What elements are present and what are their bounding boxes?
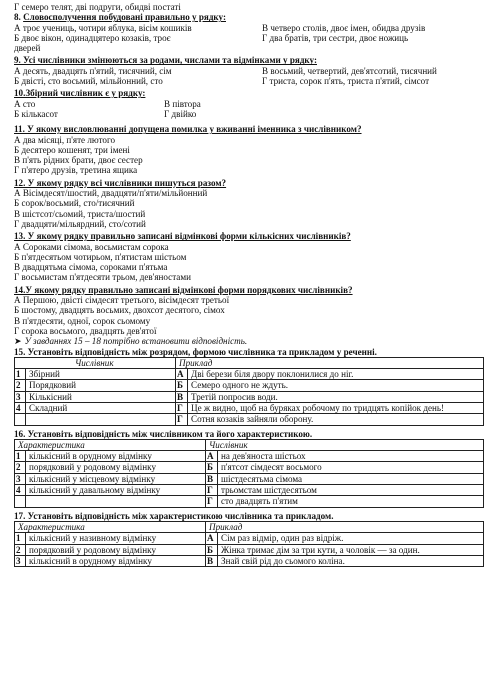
numeral-cell: шістдесятьма сімома — [218, 473, 484, 484]
q15-table — [14, 357, 484, 426]
row-letter: Г — [206, 496, 218, 507]
row-letter: А — [176, 369, 188, 380]
q10-options — [14, 99, 484, 120]
example-cell: Семеро одного не ждуть. — [188, 380, 484, 391]
characteristic-cell: кількісний у давальному відмінку — [26, 485, 206, 496]
example-cell: Знай свій рід до сьомого коліна. — [218, 555, 484, 566]
row-letter: В — [176, 391, 188, 402]
q8-option-g: Г два братів, три сестри, двоє ножиць — [262, 32, 409, 43]
q8-options — [14, 23, 484, 54]
table-row — [15, 414, 484, 425]
row-letter: А — [206, 533, 218, 544]
characteristic-cell: кількісний в орудному відмінку — [26, 451, 206, 462]
row-letter: В — [206, 555, 218, 566]
row-number — [15, 496, 26, 507]
table-row — [15, 391, 484, 402]
q10-option-g: Г двійко — [164, 108, 197, 119]
characteristic-cell: кількісний в орудному відмінку — [26, 555, 206, 566]
row-letter: Б — [206, 462, 218, 473]
row-letter: А — [206, 451, 218, 462]
q16-header-right: Числівник — [206, 439, 484, 450]
q8-number: 8. — [14, 12, 21, 23]
characteristic-cell — [26, 496, 206, 507]
q14-option-v: В п'ятдесяти, одної, сорок сьомому — [14, 315, 151, 326]
q14-option-b: Б шостому, двадцять восьмих, двохсот десятого, сімох — [14, 305, 225, 316]
row-number — [15, 414, 26, 425]
q17-heading: 17. Установіть відповідність між характеристикою числівника та прикладом. — [14, 510, 334, 521]
row-number: 4 — [15, 485, 26, 496]
row-number: 2 — [15, 544, 26, 555]
q9-option-v: В восьмий, четвертий, дев'ятсотий, тисячний — [262, 65, 437, 76]
q14-option-a: А Першою, двісті сімдесят третього, вісімдесят третьої — [14, 295, 230, 306]
q15-heading: 15. Установіть відповідність між розрядом, формою числівника та прикладом у реченні. — [14, 346, 377, 357]
q12-option-a: А Вісімдесят/шостий, двадцяти/п'яти/мільйонний — [14, 188, 208, 199]
row-number: 1 — [15, 451, 26, 462]
q15-header-left: Числівник — [15, 357, 176, 368]
table-row — [15, 533, 484, 544]
table-row — [15, 369, 484, 380]
q15-header-row — [15, 357, 484, 368]
q15-header-right: Приклад — [176, 357, 484, 368]
row-letter: Б — [206, 544, 218, 555]
example-cell: Третій попросив води. — [188, 391, 484, 402]
q9-option-g: Г триста, сорок п'ять, триста п'ятий, сімсот — [262, 76, 430, 87]
q11-option-g: Г п'ятеро друзів, третина ящика — [14, 165, 138, 176]
row-number: 1 — [15, 533, 26, 544]
row-letter: В — [206, 473, 218, 484]
q11-option-b: Б десятеро кошенят, три імені — [14, 144, 130, 155]
category-cell: Збірний — [26, 369, 176, 380]
q10-option-v: В півтора — [164, 98, 201, 109]
q14-option-g: Г сорока восьмого, двадцять дев'ятої — [14, 325, 157, 336]
row-number: 1 — [15, 369, 26, 380]
table-row — [15, 555, 484, 566]
table-row — [15, 485, 484, 496]
q10-option-b: Б кількасот — [14, 108, 58, 119]
table-row — [15, 451, 484, 462]
q13-option-a: А Сороками сімома, восьмистам сорока — [14, 241, 169, 252]
q16-header-row — [15, 439, 484, 450]
q11-option-v: В п'ять рідних брати, двоє сестер — [14, 155, 143, 166]
q12-option-v: В шістсот/сьомий, триста/шостий — [14, 208, 146, 219]
characteristic-cell: порядковий у родовому відмінку — [26, 544, 206, 555]
q13-option-v: В двадцятьма сімома, сороками п'ятьма — [14, 262, 168, 273]
q16-heading: 16. Установіть відповідність між числівником та його характеристикою. — [14, 428, 313, 439]
example-cell: Це ж видно, щоб на буряках робочому по тридцять копійок день! — [188, 402, 484, 413]
numeral-cell: трьомстам шістдесятьом — [218, 485, 484, 496]
q9-option-a: А десять, двадцять п'ятий, тисячний, сім — [14, 65, 172, 76]
q17-header-right: Приклад — [206, 521, 484, 532]
q12-option-b: Б сорок/восьмий, сто/тисячний — [14, 198, 135, 209]
instruction-note-text: У завданнях 15 – 18 потрібно встановити відповідність. — [24, 336, 248, 347]
table-row — [15, 402, 484, 413]
category-cell — [26, 414, 176, 425]
category-cell: Складний — [26, 402, 176, 413]
arrow-bullet-icon: ➤ — [14, 336, 22, 347]
example-cell: Сім раз відмір, один раз відріж. — [218, 533, 484, 544]
row-number: 2 — [15, 380, 26, 391]
q11-option-a: А два місяці, п'яте лютого — [14, 134, 116, 145]
table-row — [15, 473, 484, 484]
q7-option-g: Г семеро телят, дві подруги, обидві постаті — [14, 2, 181, 12]
example-cell: Дві берези біля двору поклонилися до ніг. — [188, 369, 484, 380]
q12-option-g: Г двадцяти/мільярдний, сто/сотий — [14, 218, 146, 229]
q8-text: Словосполучення побудовані правильно у рядку: — [23, 12, 226, 23]
q16-table — [14, 439, 484, 508]
example-cell: Жінка тримає дім за три кути, а чоловік — за один. — [218, 544, 484, 555]
row-number: 2 — [15, 462, 26, 473]
row-number: 4 — [15, 402, 26, 413]
characteristic-cell: кількісний у місцевому відмінку — [26, 473, 206, 484]
q17-table — [14, 521, 484, 567]
q8-option-a: А троє учениць, чотири яблука, вісім кошиків — [14, 22, 192, 33]
q8-option-b: Б двоє вікон, одинадцятеро козаків, троє — [14, 32, 171, 43]
row-number: 3 — [15, 391, 26, 402]
q16-header-left: Характеристика — [15, 439, 206, 450]
row-letter: Г — [176, 414, 188, 425]
table-row — [15, 462, 484, 473]
q17-header-row — [15, 521, 484, 532]
q17-header-left: Характеристика — [15, 521, 206, 532]
q8-heading — [14, 12, 484, 22]
q10-heading: 10.Збірний числівник є у рядку: — [14, 88, 146, 99]
q8-option-v: В четверо столів, двоє імен, обидва друзів — [262, 22, 426, 33]
q10-option-a: А сто — [14, 98, 36, 109]
table-row — [15, 544, 484, 555]
characteristic-cell: порядковий у родовому відмінку — [26, 462, 206, 473]
row-number: 3 — [15, 555, 26, 566]
q11-heading: 11. У якому висловлюванні допущена помилка у вживанні іменника з числівником? — [14, 124, 362, 135]
row-number: 3 — [15, 473, 26, 484]
table-row — [15, 380, 484, 391]
q9-heading: 9. Усі числівники змінюються за родами, числами та відмінками у рядку: — [14, 55, 317, 66]
q14-heading: 14.У якому рядку правильно записані відмінкові форми порядкових числівників? — [14, 284, 353, 295]
numeral-cell: п'ятсот сімдесят восьмого — [218, 462, 484, 473]
numeral-cell: сто двадцять п'ятим — [218, 496, 484, 507]
numeral-cell: на дев'яноста шістьох — [218, 451, 484, 462]
row-letter: Г — [176, 402, 188, 413]
row-letter: Б — [176, 380, 188, 391]
q13-option-b: Б п'ятдесятьом чотирьом, п'ятистам шістьом — [14, 251, 187, 262]
category-cell: Кількісний — [26, 391, 176, 402]
row-letter: Г — [206, 485, 218, 496]
q9-options — [14, 66, 484, 87]
characteristic-cell: кількісний у називному відмінку — [26, 533, 206, 544]
q8-option-b-cont: дверей — [14, 43, 41, 54]
instruction-note — [14, 336, 484, 346]
q13-option-g: Г восьмистам п'ятдесяти трьом, дев'яностами — [14, 272, 191, 283]
q12-heading: 12. У якому рядку всі числівники пишуться разом? — [14, 177, 227, 188]
category-cell: Порядковий — [26, 380, 176, 391]
q9-option-b: Б двісті, сто восьмий, мільйонний, сто — [14, 76, 163, 87]
q13-heading: 13. У якому рядку правильно записані відмінкові форми кількісних числівників? — [14, 231, 351, 242]
table-row — [15, 496, 484, 507]
example-cell: Сотня козаків зайняли оборону. — [188, 414, 484, 425]
